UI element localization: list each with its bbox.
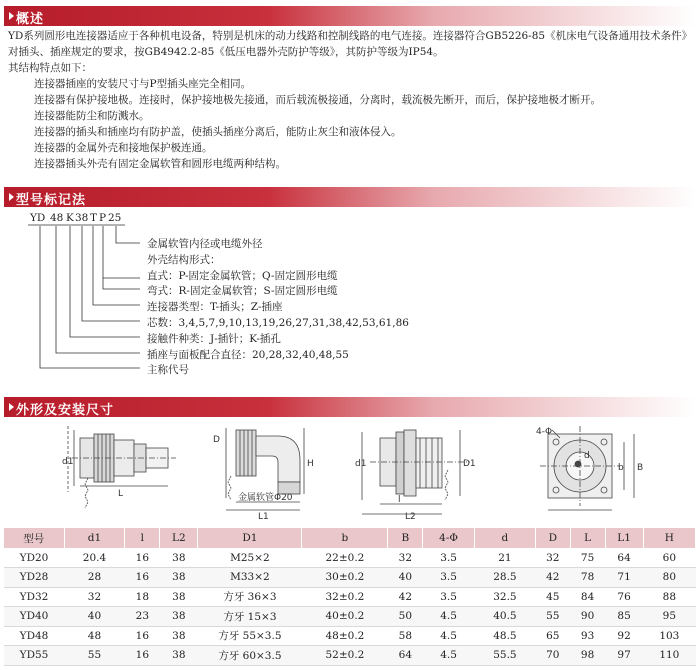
- feature-item: 连接器插头外壳有固定金属软管和圆形电缆两种结构。: [34, 158, 286, 170]
- col-B: B: [388, 528, 423, 548]
- cell: 21: [474, 548, 535, 568]
- cell: 32: [535, 548, 570, 568]
- label-B: B: [637, 463, 644, 473]
- cell: 38: [160, 548, 198, 568]
- cell: 103: [643, 626, 695, 646]
- cell: 16: [125, 646, 160, 666]
- cell: 22±0.2: [302, 548, 388, 568]
- feature-item: 连接器能防尘和防溅水。: [34, 110, 150, 122]
- label-l: l: [398, 495, 401, 505]
- col-L1: L1: [605, 528, 643, 548]
- cell: 16: [125, 626, 160, 646]
- cell: 40: [388, 568, 423, 588]
- label-L2: L2: [405, 512, 416, 520]
- label-d1: d1: [62, 457, 74, 467]
- cell: 80: [643, 568, 695, 588]
- cell: 30±0.2: [302, 568, 388, 588]
- table-row: [4, 646, 696, 666]
- cell: 110: [643, 646, 695, 666]
- code-label-diameter: 插座与面板配合直径：20,28,32,40,48,55: [147, 349, 349, 361]
- cell: 40.5: [474, 607, 535, 627]
- label-D1: D1: [463, 459, 476, 469]
- cell: YD40: [4, 607, 64, 627]
- cell: 16: [125, 568, 160, 588]
- features-title: 其结构特点如下：: [8, 62, 92, 74]
- label-hose: 金属软管Φ20: [238, 493, 293, 503]
- section-title: 概述: [16, 12, 45, 27]
- cell: 3.5: [423, 568, 475, 588]
- label-D: D: [213, 435, 220, 445]
- cell: 42: [388, 587, 423, 607]
- cell: 55: [64, 646, 125, 666]
- table-row: [4, 548, 696, 568]
- label-L: L: [118, 489, 124, 499]
- col-l: l: [125, 528, 160, 548]
- cell: 38: [160, 646, 198, 666]
- cell: 85: [605, 607, 643, 627]
- cell: 48.5: [474, 626, 535, 646]
- cell: 40±0.2: [302, 607, 388, 627]
- cell: 38: [160, 587, 198, 607]
- table-row: [4, 626, 696, 646]
- cell: YD55: [4, 646, 64, 666]
- cell: YD28: [4, 568, 64, 588]
- cell: 93: [570, 626, 605, 646]
- cell: 38: [160, 607, 198, 627]
- cell: 76: [605, 587, 643, 607]
- col-H: H: [643, 528, 695, 548]
- col-d: d: [474, 528, 535, 548]
- cell: 58: [388, 626, 423, 646]
- label-H: H: [307, 459, 314, 469]
- feature-item: 连接器插座的安装尺寸与P型插头座完全相同。: [34, 78, 252, 90]
- cell: 方牙 15×3: [198, 607, 302, 627]
- cell: 84: [570, 587, 605, 607]
- cell: 3.5: [423, 587, 475, 607]
- model-code-diagram: [0, 208, 700, 388]
- intro-text: [8, 28, 696, 172]
- code-char-series: YD: [30, 212, 46, 224]
- cell: 32±0.2: [302, 587, 388, 607]
- cell: 48±0.2: [302, 626, 388, 646]
- cell: 55.5: [474, 646, 535, 666]
- cell: 方牙 55×3.5: [198, 626, 302, 646]
- code-char-type: T: [90, 212, 98, 224]
- col-b: b: [302, 528, 388, 548]
- cell: 23: [125, 607, 160, 627]
- cell: YD48: [4, 626, 64, 646]
- code-char-diameter: 48: [50, 212, 64, 224]
- feature-item: 连接器有保护接地极。连接时，保护接地极先接通，而后载流极接通，分离时，载流极先断开，而后，保护接地极才断开。: [34, 94, 601, 106]
- cell: 98: [570, 646, 605, 666]
- cell: 70: [535, 646, 570, 666]
- cell: 4.5: [423, 607, 475, 627]
- cell: 方牙 36×3: [198, 587, 302, 607]
- table-row: [4, 607, 696, 627]
- cell: 92: [605, 626, 643, 646]
- code-char-contact: K: [66, 212, 74, 224]
- section-title: 型号标记法: [16, 193, 87, 208]
- cell: 48: [64, 626, 125, 646]
- col-d1: d1: [64, 528, 125, 548]
- code-label-type: 连接器类型：T-插头；Z-插座: [147, 301, 283, 313]
- col-D: D: [535, 528, 570, 548]
- cell: 64: [605, 548, 643, 568]
- section-title: 外形及安装尺寸: [16, 403, 115, 418]
- label-d: d: [584, 451, 590, 461]
- triangle-icon: [9, 403, 14, 411]
- cell: 60: [643, 548, 695, 568]
- receptacle-side-drawing: [362, 430, 470, 514]
- section-header-dimensions: [4, 397, 696, 417]
- code-label-series: 主称代号: [147, 364, 189, 376]
- cell: 38: [160, 568, 198, 588]
- cell: 4.5: [423, 646, 475, 666]
- col-D1: D1: [198, 528, 302, 548]
- col-4phi: 4-Φ: [423, 528, 475, 548]
- label-L1: L1: [258, 512, 269, 520]
- cell: YD20: [4, 548, 64, 568]
- cell: 95: [643, 607, 695, 627]
- code-label-cores: 芯数：3,4,5,7,9,10,13,19,26,27,31,38,42,53,61,86: [147, 317, 409, 329]
- dimension-table: [4, 528, 696, 666]
- code-label-bent: 弯式：R-固定金属软管；S-固定圆形电缆: [147, 285, 338, 297]
- code-label-contact: 接触件种类：J-插针；K-插孔: [147, 333, 281, 345]
- col-L: L: [570, 528, 605, 548]
- cell: 18: [125, 587, 160, 607]
- cell: 42: [535, 568, 570, 588]
- cell: 55: [535, 607, 570, 627]
- code-label-straight: 直式：P-固定金属软管；Q-固定圆形电缆: [147, 270, 338, 282]
- label-4phi: 4-Φ: [536, 427, 553, 437]
- cell: 88: [643, 587, 695, 607]
- cell: 45: [535, 587, 570, 607]
- cell: 52±0.2: [302, 646, 388, 666]
- intro-paragraph: YD系列圆形电连接器适应于各种机电设备，特别是机床的动力线路和控制线路的电气连接。连接器符合GB5226-85《机床电气设备通用技术条件》对插头、插座规定的要求，按GB4942.2-85《低压电器外壳防护等级》，其防护等级为IP54。: [8, 30, 693, 58]
- cell: 32: [64, 587, 125, 607]
- code-char-hose: 25: [108, 212, 122, 224]
- cell: 64: [388, 646, 423, 666]
- cell: 32.5: [474, 587, 535, 607]
- table-row: [4, 568, 696, 588]
- cell: 20.4: [64, 548, 125, 568]
- col-model: 型号: [4, 528, 64, 548]
- section-header-overview: [4, 6, 696, 26]
- col-L2: L2: [160, 528, 198, 548]
- cell: 90: [570, 607, 605, 627]
- cell: 4.5: [423, 626, 475, 646]
- triangle-icon: [9, 12, 14, 20]
- cell: YD32: [4, 587, 64, 607]
- label-d1-b: d1: [355, 459, 367, 469]
- triangle-icon: [9, 193, 14, 201]
- cell: 75: [570, 548, 605, 568]
- code-label-hose: 金属软管内径或电缆外径: [147, 238, 263, 250]
- cell: 3.5: [423, 548, 475, 568]
- table-header-row: [4, 528, 696, 548]
- section-header-model-code: [4, 187, 696, 207]
- cell: 65: [535, 626, 570, 646]
- cell: 71: [605, 568, 643, 588]
- cell: M25×2: [198, 548, 302, 568]
- cell: 32: [388, 548, 423, 568]
- code-leader-lines: [0, 208, 700, 388]
- label-b: b: [618, 463, 624, 473]
- cell: 16: [125, 548, 160, 568]
- feature-item: 连接器的插头和插座均有防护盖，使插头插座分离后，能防止灰尘和液体侵入。: [34, 126, 402, 138]
- code-label-shell-title: 外壳结构形式：: [147, 254, 221, 266]
- cell: M33×2: [198, 568, 302, 588]
- cell: 方牙 60×3.5: [198, 646, 302, 666]
- feature-item: 连接器的金属外壳和接地保护极连通。: [34, 142, 213, 154]
- cell: 78: [570, 568, 605, 588]
- code-char-shell: P: [99, 212, 107, 224]
- technical-drawings: [0, 420, 700, 520]
- cell: 38: [160, 626, 198, 646]
- cell: 28.5: [474, 568, 535, 588]
- cell: 97: [605, 646, 643, 666]
- cell: 28: [64, 568, 125, 588]
- code-char-cores: 38: [75, 212, 89, 224]
- table-row: [4, 587, 696, 607]
- cell: 50: [388, 607, 423, 627]
- cell: 40: [64, 607, 125, 627]
